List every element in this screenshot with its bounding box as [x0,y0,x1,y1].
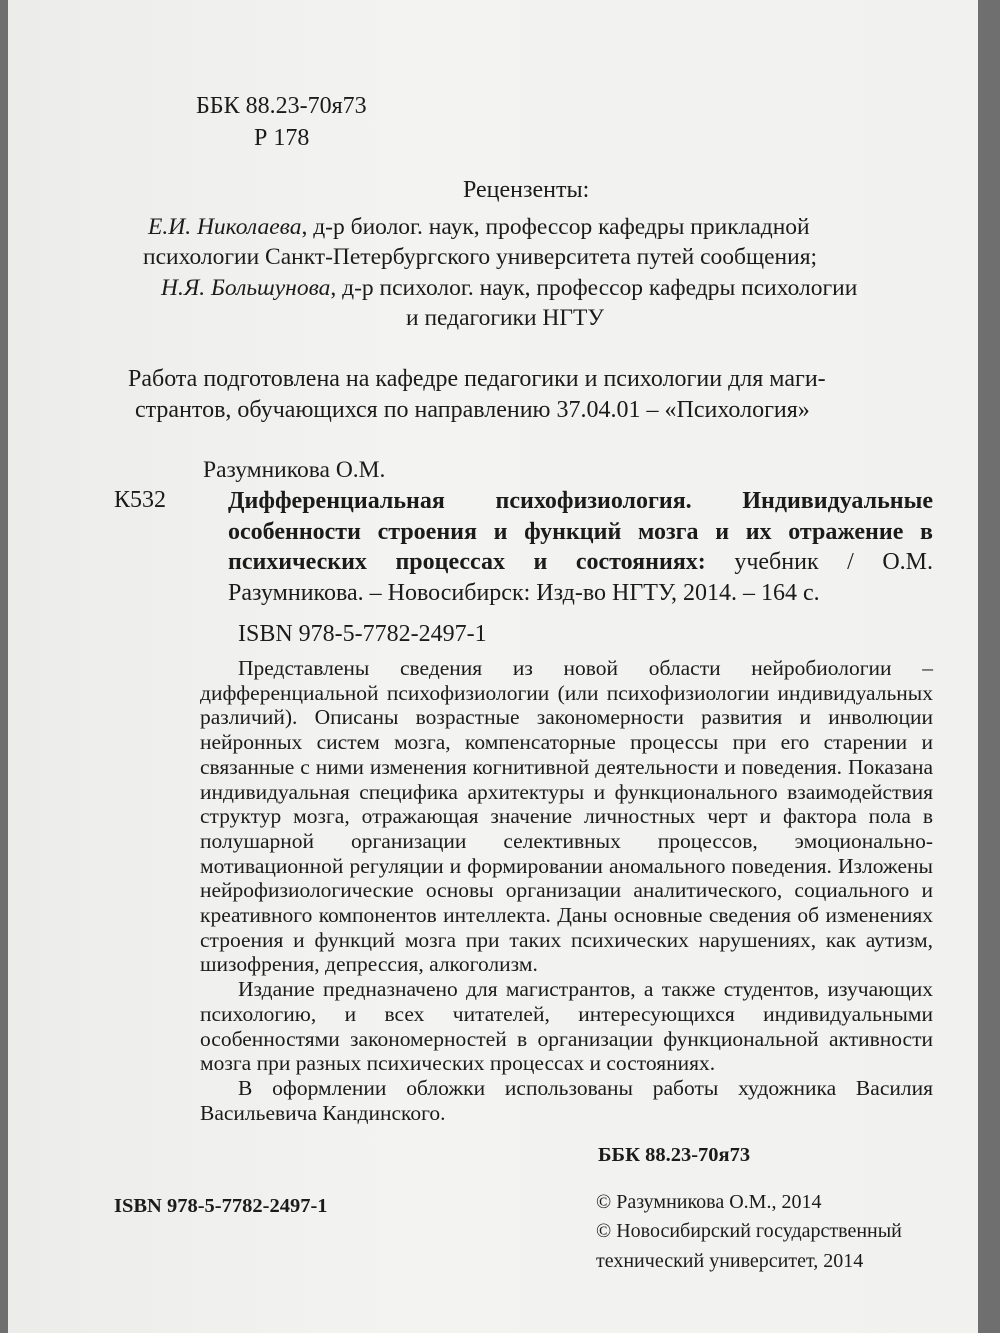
reviewer-1-name: Е.И. Николаева [148,214,302,240]
bib-isbn: ISBN 978-5-7782-2497-1 [238,621,487,647]
bib-title: Дифференциальная психофизиология. Индивидуальные особенности строения и функций мозга и их отражение в психических процессах и состояниях: [228,488,933,575]
prepared-line-1: Работа подготовлена на кафедре педагогики и психологии для маги- [128,366,826,392]
copyright-university-line-2: технический университет, 2014 [596,1250,864,1272]
bib-author: Разумникова О.М. [203,457,386,483]
reviewers-title: Рецензенты: [463,177,590,203]
abstract [200,656,933,1125]
copyright-university-line-1: © Новосибирский государственный [596,1220,902,1242]
reviewer-2-line-1 [161,275,857,302]
copyright-author: © Разумникова О.М., 2014 [596,1191,822,1213]
reviewer-2-name: Н.Я. Большунова [161,275,331,301]
bbk-block [196,90,367,154]
bib-imprint: учебник / О.М. Разумникова. – Новосибирск: Изд-во НГТУ, 2014. – 164 с. [228,549,933,606]
abstract-paragraph: Издание предназначено для магистрантов, а также студентов, изучающих психологию, и всех читателей, интересующихся индивидуальными особенностями закономерностей в организации функциональной активности мозга при разных психических процессах и состояниях. [200,977,933,1076]
bib-code: К532 [114,487,167,513]
author-mark-code: Р 178 [254,125,310,151]
reviewer-1-credentials: , д-р биолог. наук, профессор кафедры прикладной [301,214,810,240]
book-page [8,0,978,1333]
reviewer-2-line-2: и педагогики НГТУ [406,305,604,331]
bbk-code: ББК 88.23-70я73 [196,93,367,119]
reviewer-1-line-1 [148,214,810,241]
reviewer-1-line-2: психологии Санкт-Петербургского университета путей сообщения; [143,244,818,270]
reviewer-2-credentials: , д-р психолог. наук, профессор кафедры психологии [330,275,858,301]
isbn-bottom: ISBN 978-5-7782-2497-1 [114,1195,328,1217]
bbk-bottom: ББК 88.23-70я73 [598,1144,751,1166]
abstract-paragraph: В оформлении обложки использованы работы художника Василия Васильевича Кандинского. [200,1075,933,1125]
abstract-paragraph: Представлены сведения из новой области нейробиологии – дифференциальной психофизиологии (или психофизиологии индивидуальных различий). Описаны возрастные закономерности развития и инволюции нейронных систем мозга, компенсаторные процессы при его старении и связанные с ними изменения когнитивной деятельности и поведения. Показана индивидуальная специфика архитектуры и функционального взаимодействия структур мозга, отражающая значение личностных черт и фактора пола в полушарной организации селективных процессов, эмоционально-мотивационной регуляции и формировании аномального поведения. Изложены нейрофизиологические основы организации аналитического, социального и креативного компонентов интеллекта. Даны основные сведения об изменениях строения и функций мозга при таких психических нарушениях, как аутизм, шизофрения, депрессия, алкоголизм. [200,656,933,977]
prepared-line-2: странтов, обучающихся по направлению 37.04.01 – «Психология» [135,397,810,423]
bibliographic-description [228,486,933,608]
